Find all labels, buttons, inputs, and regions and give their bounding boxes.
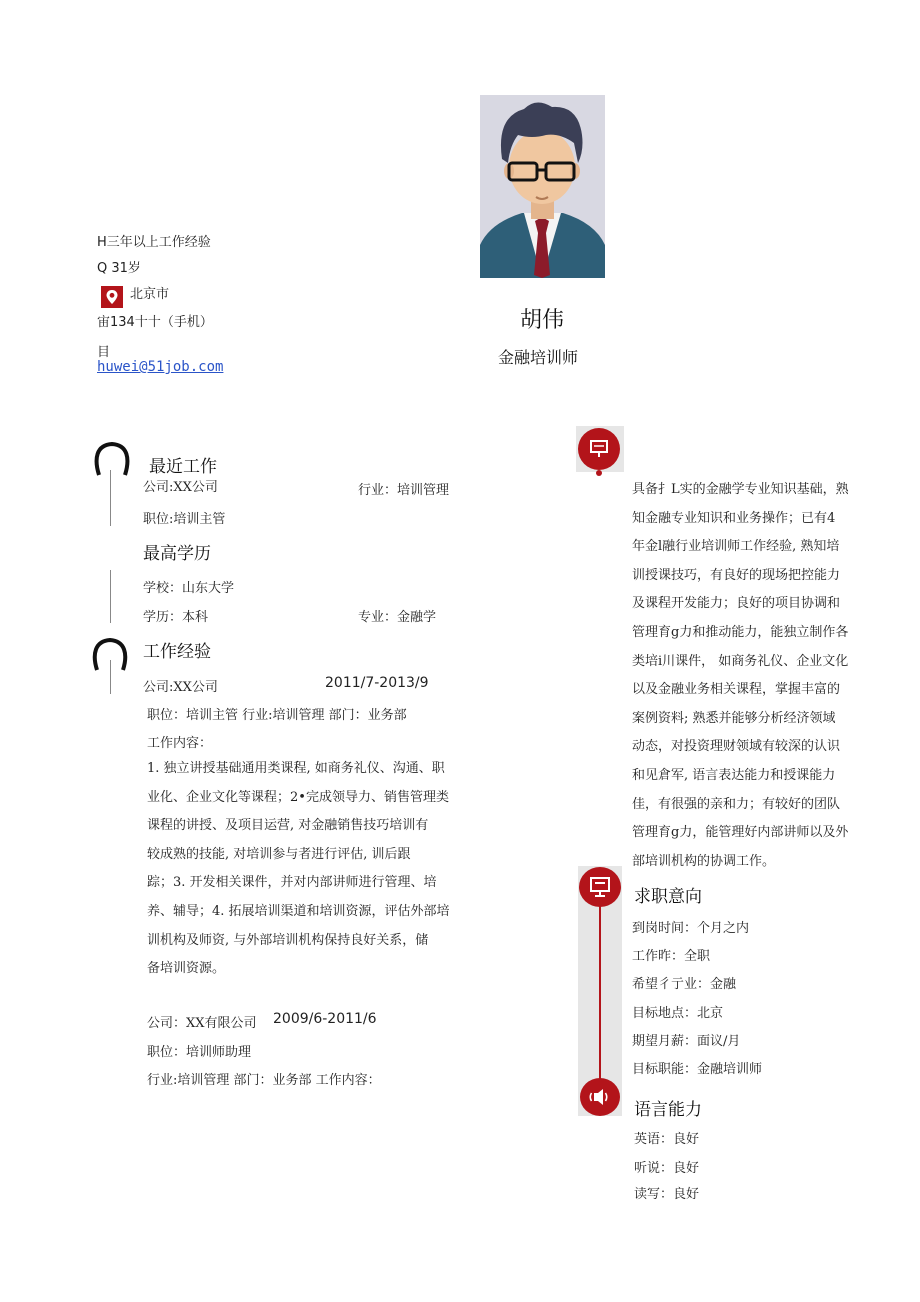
education-heading: 最高学历 [143,544,211,564]
school: 学校：山东大学 [143,581,235,596]
duty-line: 踪；3. 开发相关课件，并对内部讲师进行管理、培 [147,875,437,891]
duty-line: 业化、企业文化等课程；2•完成领导力、销售管理类 [147,789,449,805]
job1-duties [147,755,492,984]
duty-line: 较成熟的技能, 对培训参与者进行评估, 训后跟 [147,846,411,862]
work-experience-heading: 工作经验 [143,642,211,662]
summary-text [632,476,882,876]
intention-item: 到岗时间：个月之内 [632,921,750,936]
degree: 学历：本科 [143,610,209,625]
candidate-name: 胡伟 [520,308,565,333]
summary-line: 和见倉军, 语言表达能力和授课能力 [632,767,836,783]
location-pin-icon [101,286,123,308]
summary-line: 管理育g力和推动能力，能独立制作各 [632,624,849,640]
intention-item: 工作昨：全职 [632,949,711,964]
section-marker-icon [92,437,132,479]
major: 专业：金融学 [358,610,437,625]
timeline-line [110,660,111,694]
email-link[interactable]: huwei@51job.com [97,359,224,375]
language-item: 读写：良好 [634,1187,700,1202]
duty-line: 1. 独立讲授基础通用类课程, 如商务礼仪、沟通、职 [147,761,445,776]
job2-company: 公司：XX有限公司 [147,1016,257,1031]
experience-years: H三年以上工作经验 [97,235,211,250]
duty-line: 养、辅导；4. 拓展培训渠道和培训资源，评估外部培 [147,903,450,919]
timeline-line [110,470,111,526]
recent-industry: 行业：培训管理 [358,483,450,498]
email-prefix: 目 [97,345,111,360]
summary-line: 类培i川课件， 如商务礼仪、企业文化 [632,653,849,669]
presentation-board-icon [578,428,620,470]
summary-line: 管理育g力，能管理好内部讲师以及外 [632,825,849,841]
recent-company: 公司:XX公司 [143,480,218,495]
monitor-icon [579,867,621,907]
recent-work-heading: 最近工作 [149,457,217,477]
intention-item: 目标职能：金融培训师 [632,1062,763,1077]
language-heading: 语言能力 [634,1100,702,1120]
summary-line: 案例资料; 熟悉并能够分析经济领域 [632,710,836,726]
duty-line: 课程的讲授、及项目运营, 对金融销售技巧培训有 [147,818,429,834]
job1-period: 2011/7-2013/9 [325,675,429,691]
summary-line: 佳，有很强的亲和力；有较好的团队 [632,796,841,812]
intention-item: 期望月薪：面议/月 [632,1034,741,1049]
language-item: 听说：良好 [634,1161,700,1176]
summary-line: 知金融专业知识和业务操作；已有4 [632,510,836,526]
city: 北京市 [130,287,170,302]
job2-period: 2009/6-2011/6 [273,1011,377,1027]
summary-line: 年金l融行业培训师工作经验, 熟知培 [632,539,840,555]
intention-item: 希望彳亍业：金融 [632,977,737,992]
language-item: 英语：良好 [634,1132,700,1147]
job1-company: 公司:XX公司 [143,680,218,695]
age: Q 31岁 [97,261,141,276]
timeline-dot [596,470,602,476]
recent-position: 职位:培训主管 [143,512,226,527]
summary-line: 动态，对投资理财领域有较深的认识 [632,739,841,755]
duty-line: 训机构及师资, 与外部培训机构保持良好关系，储 [147,932,429,948]
summary-line: 及课程开发能力；良好的项目协调和 [632,596,841,612]
phone: 宙134十十（手机） [97,315,213,330]
avatar [480,95,605,278]
job2-meta: 行业:培训管理 部门：业务部 工作内容： [147,1073,381,1088]
speaker-icon [580,1078,620,1116]
intention-item: 目标地点：北京 [632,1006,724,1021]
job-title: 金融培训师 [498,348,579,367]
timeline-line [599,880,601,1100]
job1-meta: 职位：培训主管 行业:培训管理 部门：业务部 [147,708,407,723]
summary-line: 部培训机构的协调工作。 [632,853,776,869]
job-intention-heading: 求职意向 [634,887,702,907]
summary-line: 具备扌L实的金融学专业知识基础，熟 [632,482,849,497]
job1-content-label: 工作内容： [147,736,213,751]
duty-line: 备培训资源。 [147,961,226,977]
job2-position: 职位：培训师助理 [147,1045,252,1060]
summary-line: 训授课技巧，有良好的现场把控能力 [632,567,841,583]
summary-line: 以及金融业务相关课程，掌握丰富的 [632,682,841,698]
timeline-line [110,570,111,623]
